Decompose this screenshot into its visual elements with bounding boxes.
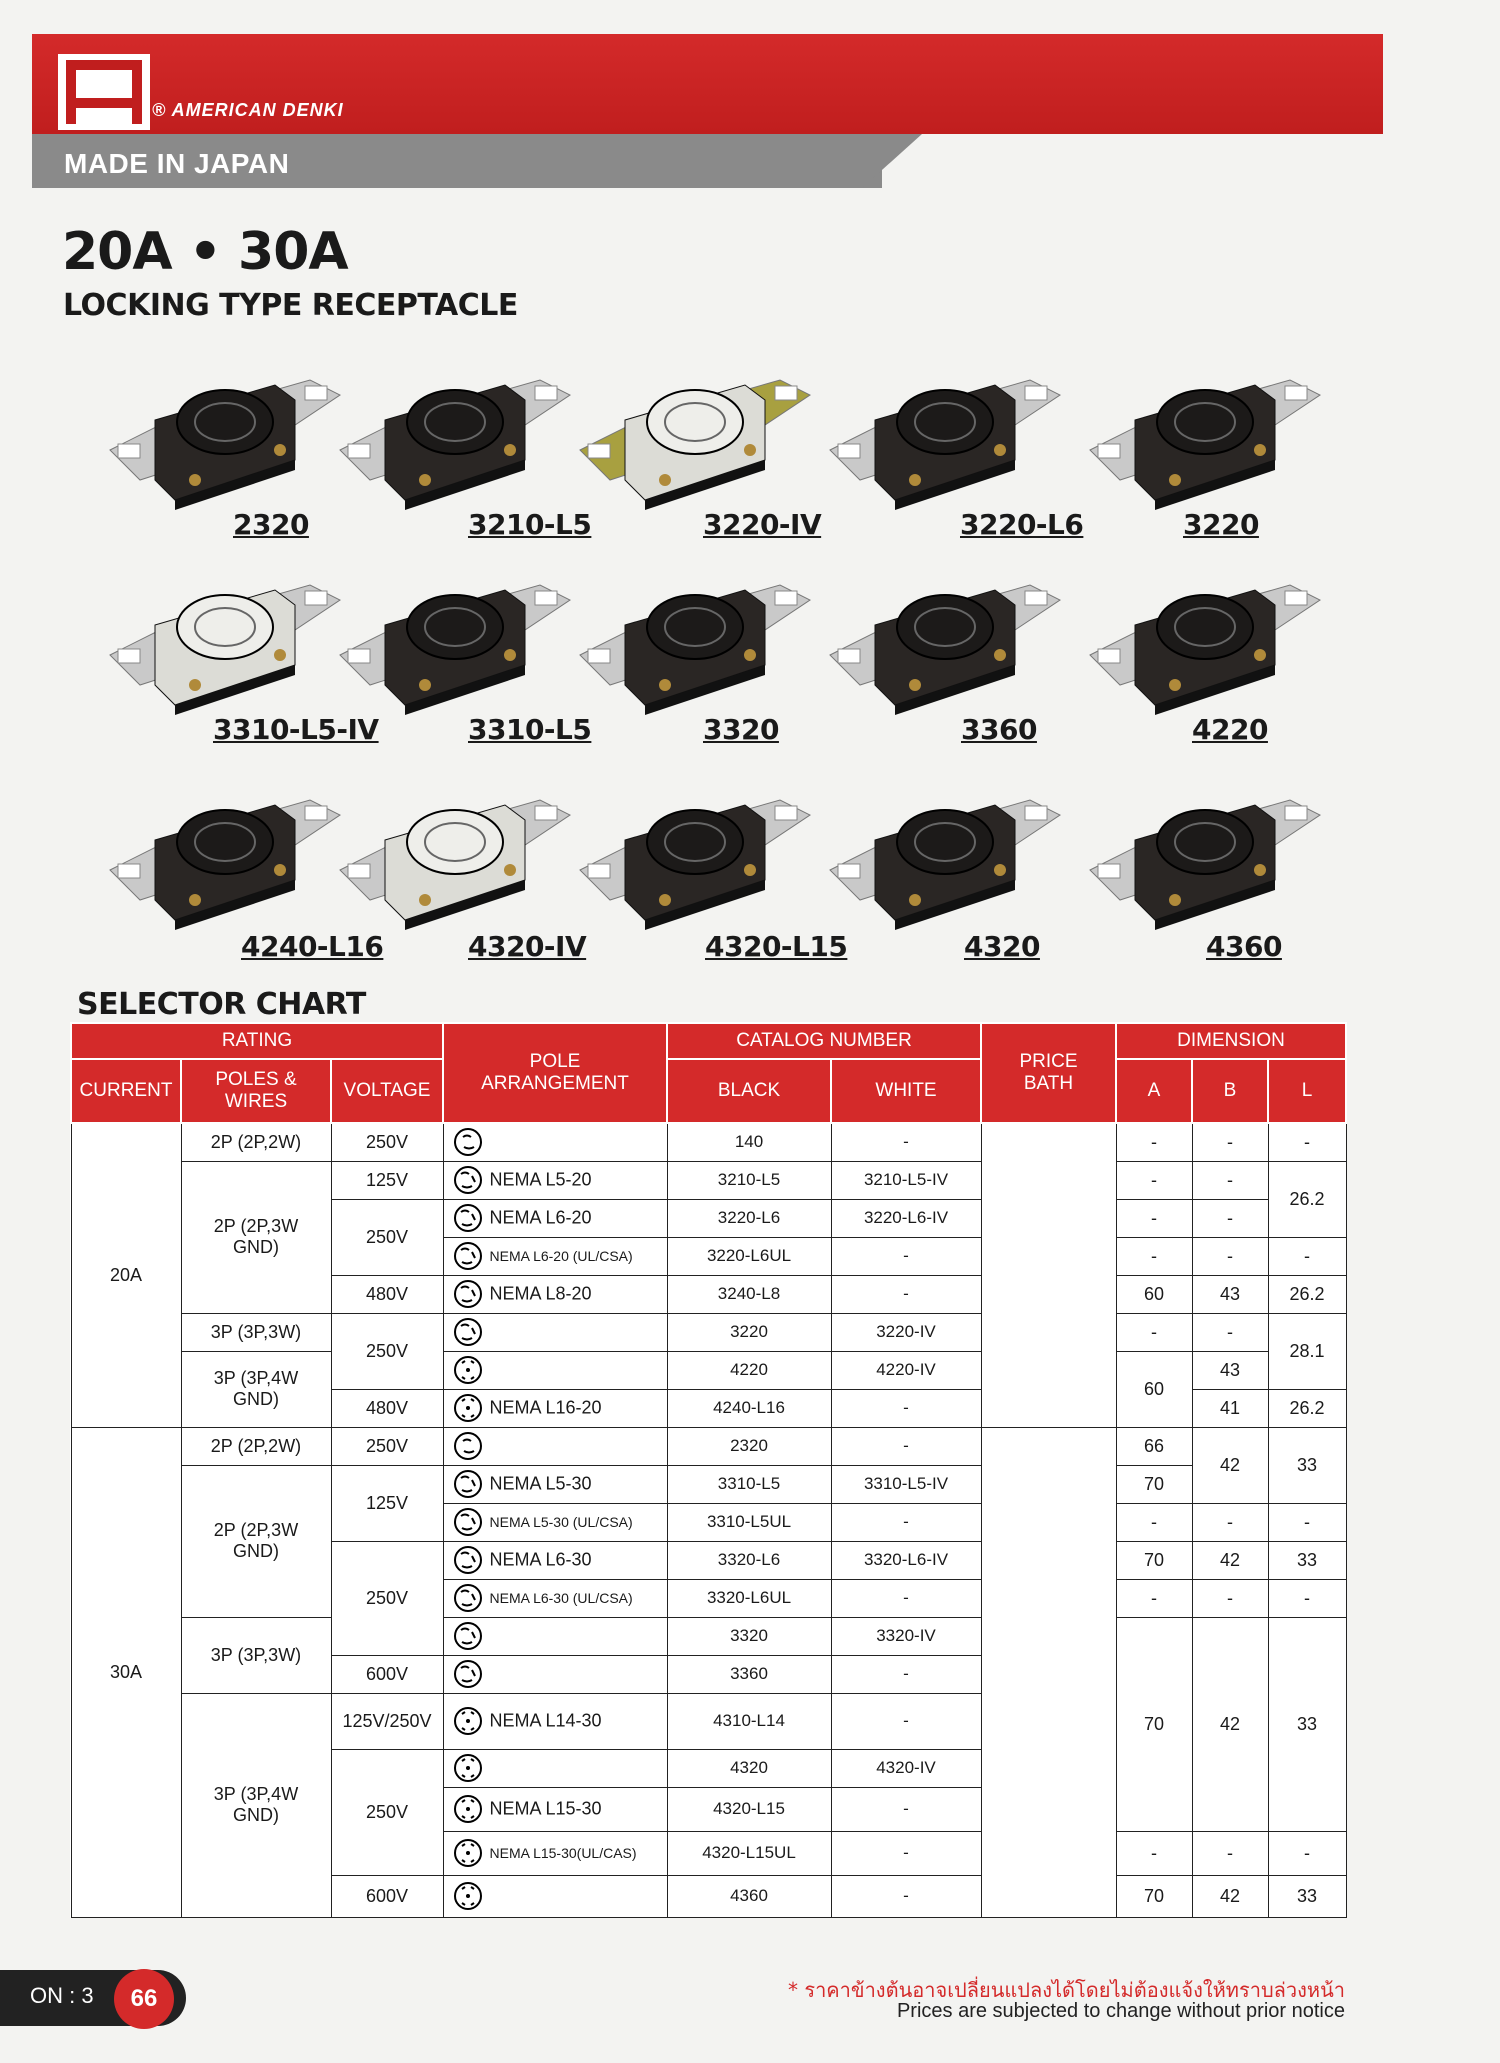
voltage-cell: 125V [331,1465,443,1541]
product-image [100,545,300,735]
pole-arrangement-cell [443,1617,667,1655]
catalog-white-cell: - [831,1655,981,1693]
header-rating: RATING [71,1023,443,1059]
pole-arrangement-cell: NEMA L6-30 (UL/CSA) [443,1579,667,1617]
dim-b-cell: 43 [1192,1351,1268,1389]
dim-a-cell: 60 [1116,1351,1192,1427]
pole-arrangement-cell: NEMA L6-20 (UL/CSA) [443,1237,667,1275]
product-model-label: 3220-IV [703,508,822,541]
catalog-black-cell: 4360 [667,1875,831,1917]
poles-cell: 3P (3P,3W) [181,1617,331,1693]
dim-l-cell: - [1268,1831,1346,1875]
pole-3w-icon [450,1468,486,1500]
pole-3p-icon [450,1620,486,1652]
catalog-white-cell: - [831,1503,981,1541]
dim-b-cell: - [1192,1831,1268,1875]
catalog-black-cell: 4320-L15UL [667,1831,831,1875]
product-image [1080,340,1280,530]
pole-arrangement-cell: NEMA L5-20 [443,1161,667,1199]
product-image [820,760,1020,950]
header-dim-b: B [1192,1059,1268,1123]
product-image [330,760,530,950]
page-subtitle: LOCKING TYPE RECEPTACLE [63,288,518,323]
poles-cell: 2P (2P,2W) [181,1123,331,1161]
dim-a-cell: - [1116,1237,1192,1275]
product-image [1080,545,1280,735]
dim-b-cell: 42 [1192,1617,1268,1831]
pole-3p-icon [450,1658,486,1690]
product-image [330,545,530,735]
catalog-white-cell: - [831,1275,981,1313]
catalog-white-cell: 3220-L6-IV [831,1199,981,1237]
product-image [1080,760,1280,950]
catalog-black-cell: 2320 [667,1427,831,1465]
product-model-label: 4320 [964,930,1040,963]
dim-a-cell: 70 [1116,1875,1192,1917]
dim-b-cell: 42 [1192,1427,1268,1503]
dim-a-cell: 66 [1116,1427,1192,1465]
pole-arrangement-cell [443,1749,667,1787]
header-black: BLACK [667,1059,831,1123]
dim-l-cell: 26.2 [1268,1275,1346,1313]
pole-arrangement-cell [443,1875,667,1917]
catalog-white-cell: 4320-IV [831,1749,981,1787]
catalog-black-cell: 3220 [667,1313,831,1351]
pole-4w-icon [450,1752,486,1784]
dim-a-cell: 60 [1116,1275,1192,1313]
catalog-white-cell: - [831,1787,981,1831]
product-image [100,760,300,950]
brand-name: ® AMERICAN DENKI [152,100,344,120]
poles-cell: 2P (2P,3W GND) [181,1161,331,1313]
product-model-label: 3210-L5 [468,508,592,541]
voltage-cell: 250V [331,1427,443,1465]
pole-arrangement-cell [443,1123,667,1161]
dim-l-cell: - [1268,1579,1346,1617]
pole-3w-icon [450,1240,486,1272]
catalog-black-cell: 4320-L15 [667,1787,831,1831]
voltage-cell: 250V [331,1541,443,1655]
product-image [820,545,1020,735]
voltage-cell: 250V [331,1749,443,1875]
product-image [100,340,300,530]
dim-b-cell: - [1192,1237,1268,1275]
voltage-cell: 600V [331,1655,443,1693]
dim-b-cell: 42 [1192,1875,1268,1917]
poles-cell: 2P (2P,2W) [181,1427,331,1465]
pole-3w-icon [450,1544,486,1576]
made-in-label: MADE IN JAPAN [64,148,290,179]
pole-arrangement-cell [443,1655,667,1693]
price-note-english: Prices are subjected to change without prior notice [896,2000,1345,2022]
pole-3w-icon [450,1506,486,1538]
product-model-label: 3320 [703,713,779,746]
dim-a-cell: 70 [1116,1465,1192,1503]
product-image [570,545,770,735]
poles-cell: 3P (3P,4W GND) [181,1351,331,1427]
pole-4w-icon [450,1705,486,1737]
voltage-cell: 250V [331,1199,443,1275]
catalog-white-cell: 3310-L5-IV [831,1465,981,1503]
page-title: 20A • 30A [62,222,348,282]
product-model-label: 4220 [1192,713,1268,746]
header-poles-wires: POLES & WIRES [181,1059,331,1123]
product-model-label: 4320-IV [468,930,587,963]
footer-section-label: ON : 3 [30,1983,94,2008]
catalog-white-cell: - [831,1237,981,1275]
product-model-label: 3310-L5 [468,713,592,746]
dim-a-cell: 70 [1116,1617,1192,1831]
catalog-white-cell: - [831,1427,981,1465]
pole-4w-icon [450,1837,486,1869]
catalog-white-cell: 3320-IV [831,1617,981,1655]
pole-arrangement-cell [443,1427,667,1465]
voltage-cell: 125V [331,1161,443,1199]
product-model-label: 4240-L16 [241,930,384,963]
dim-l-cell: 28.1 [1268,1313,1346,1389]
price-cell [981,1123,1116,1427]
dim-a-cell: - [1116,1579,1192,1617]
header-dimension: DIMENSION [1116,1023,1346,1059]
header-price: PRICE BATH [981,1023,1116,1123]
catalog-black-cell: 4220 [667,1351,831,1389]
page-number: 66 [114,1969,174,2029]
catalog-black-cell: 3220-L6UL [667,1237,831,1275]
product-model-label: 3220-L6 [960,508,1084,541]
catalog-black-cell: 4310-L14 [667,1693,831,1749]
header-pole-arrangement: POLE ARRANGEMENT [443,1023,667,1123]
pole-2p-icon [450,1430,486,1462]
pole-3w-icon [450,1164,486,1196]
product-image [820,340,1020,530]
pole-3w-icon [450,1582,486,1614]
pole-arrangement-cell: NEMA L15-30 [443,1787,667,1831]
catalog-black-cell: 3320-L6UL [667,1579,831,1617]
pole-arrangement-cell: NEMA L5-30 [443,1465,667,1503]
product-model-label: 4360 [1206,930,1282,963]
dim-b-cell: - [1192,1503,1268,1541]
pole-arrangement-cell: NEMA L14-30 [443,1693,667,1749]
dim-l-cell: 33 [1268,1541,1346,1579]
dim-b-cell: - [1192,1161,1268,1199]
header-dim-a: A [1116,1059,1192,1123]
voltage-cell: 250V [331,1123,443,1161]
dim-a-cell: - [1116,1199,1192,1237]
voltage-cell: 250V [331,1313,443,1389]
dim-l-cell: - [1268,1503,1346,1541]
product-model-label: 3360 [961,713,1037,746]
header-dim-l: L [1268,1059,1346,1123]
price-cell [981,1427,1116,1917]
pole-4w-icon [450,1793,486,1825]
poles-cell: 3P (3P,3W) [181,1313,331,1351]
voltage-cell: 600V [331,1875,443,1917]
voltage-cell: 125V/250V [331,1693,443,1749]
product-model-label: 3310-L5-IV [213,713,379,746]
product-model-label: 4320-L15 [705,930,848,963]
dim-b-cell: - [1192,1123,1268,1161]
catalog-black-cell: 140 [667,1123,831,1161]
dim-b-cell: 42 [1192,1541,1268,1579]
pole-arrangement-cell: NEMA L6-20 [443,1199,667,1237]
dim-a-cell: - [1116,1313,1192,1351]
current-cell: 30A [71,1427,181,1917]
pole-arrangement-cell: NEMA L8-20 [443,1275,667,1313]
pole-4w-icon [450,1880,486,1912]
dim-l-cell: 26.2 [1268,1161,1346,1237]
catalog-black-cell: 4320 [667,1749,831,1787]
pole-arrangement-cell [443,1351,667,1389]
poles-cell: 3P (3P,4W GND) [181,1693,331,1917]
made-in-band-edge [862,134,922,188]
pole-4w-icon [450,1392,486,1424]
catalog-black-cell: 3320-L6 [667,1541,831,1579]
header-voltage: VOLTAGE [331,1059,443,1123]
catalog-black-cell: 3320 [667,1617,831,1655]
catalog-black-cell: 3360 [667,1655,831,1693]
dim-l-cell: 33 [1268,1875,1346,1917]
product-image [570,340,770,530]
selector-chart-title: SELECTOR CHART [77,987,366,1022]
catalog-white-cell: - [831,1831,981,1875]
dim-a-cell: - [1116,1503,1192,1541]
catalog-white-cell: 3210-L5-IV [831,1161,981,1199]
dim-a-cell: - [1116,1161,1192,1199]
catalog-white-cell: - [831,1389,981,1427]
pole-3w-icon [450,1278,486,1310]
dim-l-cell: - [1268,1123,1346,1161]
dim-a-cell: - [1116,1831,1192,1875]
catalog-black-cell: 3310-L5UL [667,1503,831,1541]
pole-4w-icon [450,1354,486,1386]
dim-b-cell: - [1192,1313,1268,1351]
header-white: WHITE [831,1059,981,1123]
pole-arrangement-cell: NEMA L5-30 (UL/CSA) [443,1503,667,1541]
pole-arrangement-cell: NEMA L15-30(UL/CAS) [443,1831,667,1875]
catalog-white-cell: - [831,1875,981,1917]
catalog-black-cell: 3220-L6 [667,1199,831,1237]
catalog-white-cell: - [831,1693,981,1749]
product-model-label: 2320 [233,508,309,541]
dim-l-cell: - [1268,1237,1346,1275]
voltage-cell: 480V [331,1275,443,1313]
pole-2p-icon [450,1126,486,1158]
dim-b-cell: 43 [1192,1275,1268,1313]
catalog-black-cell: 4240-L16 [667,1389,831,1427]
header-catalog-number: CATALOG NUMBER [667,1023,981,1059]
pole-3p-icon [450,1316,486,1348]
catalog-white-cell: 4220-IV [831,1351,981,1389]
catalog-black-cell: 3310-L5 [667,1465,831,1503]
dim-b-cell: 41 [1192,1389,1268,1427]
product-image [570,760,770,950]
brand-logo-icon [58,54,150,130]
pole-3w-icon [450,1202,486,1234]
catalog-white-cell: 3320-L6-IV [831,1541,981,1579]
dim-l-cell: 26.2 [1268,1389,1346,1427]
catalog-black-cell: 3240-L8 [667,1275,831,1313]
pole-arrangement-cell: NEMA L6-30 [443,1541,667,1579]
dim-b-cell: - [1192,1579,1268,1617]
product-image [330,340,530,530]
pole-arrangement-cell: NEMA L16-20 [443,1389,667,1427]
current-cell: 20A [71,1123,181,1427]
catalog-white-cell: 3220-IV [831,1313,981,1351]
dim-b-cell: - [1192,1199,1268,1237]
dim-l-cell: 33 [1268,1427,1346,1503]
catalog-black-cell: 3210-L5 [667,1161,831,1199]
catalog-white-cell: - [831,1579,981,1617]
pole-arrangement-cell [443,1313,667,1351]
header-current: CURRENT [71,1059,181,1123]
dim-a-cell: 70 [1116,1541,1192,1579]
product-model-label: 3220 [1183,508,1259,541]
selector-chart-table [70,1022,1347,1918]
voltage-cell: 480V [331,1389,443,1427]
price-note-thai: * ราคาข้างต้นอาจเปลี่ยนแปลงได้โดยไม่ต้องแจ้งให้ทราบล่วงหน้า [787,1978,1345,2002]
poles-cell: 2P (2P,3W GND) [181,1465,331,1617]
dim-l-cell: 33 [1268,1617,1346,1831]
dim-a-cell: - [1116,1123,1192,1161]
catalog-white-cell: - [831,1123,981,1161]
